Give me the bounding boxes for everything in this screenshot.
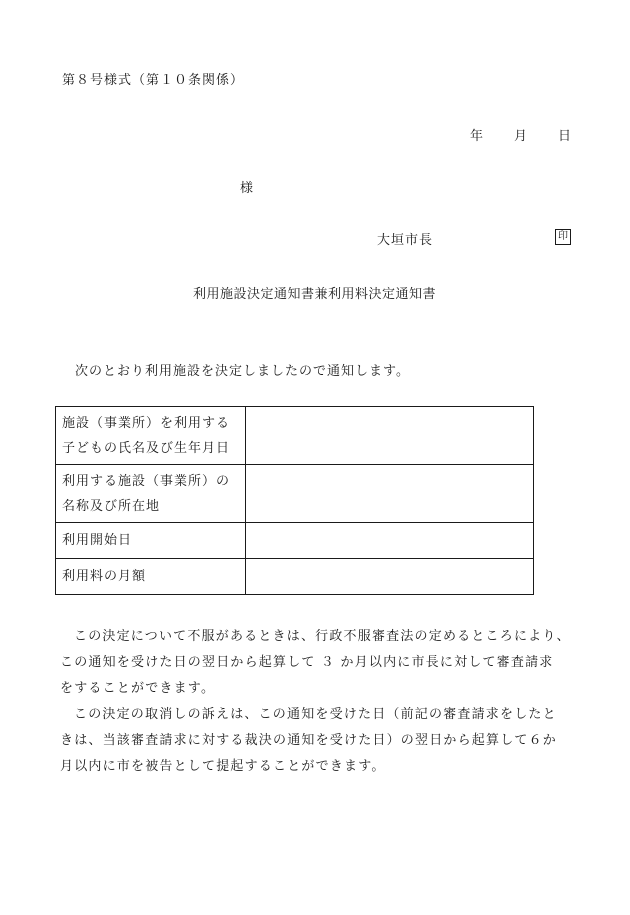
row-label-child-name: [56, 407, 246, 465]
notice-line: をすることができます。: [60, 681, 216, 696]
notice-line: きは、当該審査請求に対する裁決の通知を受けた日）の翌日から起算して６か: [60, 733, 558, 748]
document-title: 利用施設決定通知書兼利用料決定通知書: [193, 287, 437, 302]
notice-line: 月以内に市を被告として提起することができます。: [60, 759, 386, 774]
label-line: 子どもの氏名及び生年月日: [62, 440, 231, 456]
intro-text: 次のとおり利用施設を決定しましたので通知します。: [75, 364, 410, 379]
row-label-start-date: 利用開始日: [56, 523, 246, 559]
notice-paragraph-appeal: [60, 624, 585, 702]
date-year-label: 年: [470, 129, 484, 144]
row-label-facility: [56, 465, 246, 523]
label-line: 利用する施設（事業所）の: [62, 473, 231, 489]
info-table: [55, 406, 534, 595]
label-line: 名称及び所在地: [62, 498, 161, 514]
notice-line: この決定の取消しの訴えは、この通知を受けた日（前記の審査請求をしたと: [74, 707, 557, 722]
value-cell-child-name[interactable]: [246, 407, 534, 465]
row-label-monthly-fee: 利用料の月額: [56, 559, 246, 595]
notice-paragraph-lawsuit: [60, 702, 585, 780]
label-line: 施設（事業所）を利用する: [62, 415, 231, 431]
table-row: [56, 465, 534, 523]
addressee-honorific: 様: [240, 181, 254, 196]
notice-line: この決定について不服があるときは、行政不服審査法の定めるところにより、: [74, 629, 571, 644]
value-cell-monthly-fee[interactable]: [246, 559, 534, 595]
date-month-label: 月: [514, 129, 528, 144]
value-cell-facility[interactable]: [246, 465, 534, 523]
table-row: [56, 523, 534, 559]
table-row: [56, 559, 534, 595]
issuer-name: 大垣市長: [377, 233, 434, 248]
notice-line: この通知を受けた日の翌日から起算して ３ か月以内に市長に対して審査請求: [60, 655, 554, 670]
date-day-label: 日: [558, 129, 572, 144]
form-number: 第８号様式（第１０条関係）: [62, 73, 245, 88]
table-row: [56, 407, 534, 465]
seal-mark: 印: [555, 229, 571, 245]
value-cell-start-date[interactable]: [246, 523, 534, 559]
